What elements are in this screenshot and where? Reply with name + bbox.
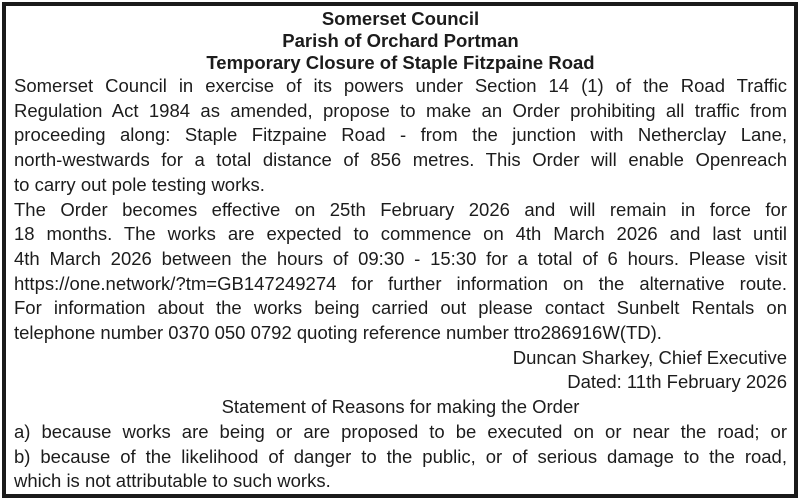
statement-heading: Statement of Reasons for making the Order — [221, 396, 580, 418]
notice-body-line: north-westwards for a total distance of 856 metres. This Order will enable Openreach — [14, 149, 787, 171]
notice-subject-heading: Temporary Closure of Staple Fitzpaine Road — [206, 52, 595, 73]
notice-body-line: 18 months. The works are expected to commence on 4th March 2026 and last until — [14, 223, 787, 245]
signature-line: Duncan Sharkey, Chief Executive — [512, 346, 787, 368]
public-notice-document — [2, 2, 798, 498]
statement-line: which is not attributable to such works. — [14, 470, 331, 492]
date-line: Dated: 11th February 2026 — [567, 371, 787, 393]
notice-body-line: The Order becomes effective on 25th February 2026 and will remain in force for — [14, 198, 787, 220]
notice-body-line: telephone number 0370 050 0792 quoting reference number ttro286916W(TD). — [14, 322, 662, 344]
notice-body-line: to carry out pole testing works. — [14, 173, 265, 195]
notice-parish-heading: Parish of Orchard Portman — [282, 30, 519, 51]
notice-body-line: 4th March 2026 between the hours of 09:30 - 15:30 for a total of 6 hours. Please visit — [14, 247, 787, 269]
statement-line: a) because works are being or are proposed to be executed on or near the road; or — [14, 420, 787, 442]
notice-body-line: For information about the works being carried out please contact Sunbelt Rentals on — [14, 297, 787, 319]
notice-body-line: Regulation Act 1984 as amended, propose to make an Order prohibiting all traffic from — [14, 99, 787, 121]
statement-line: b) because of the likelihood of danger to the public, or of serious damage to the road, — [14, 445, 787, 467]
notice-body-line: Somerset Council in exercise of its powers under Section 14 (1) of the Road Traffic — [14, 75, 787, 96]
notice-body-line: https://one.network/?tm=GB147249274 for further information on the alternative route. — [14, 272, 787, 294]
notice-body-line: proceeding along: Staple Fitzpaine Road - from the junction with Netherclay Lane, — [14, 124, 787, 146]
notice-authority-heading: Somerset Council — [321, 8, 480, 29]
